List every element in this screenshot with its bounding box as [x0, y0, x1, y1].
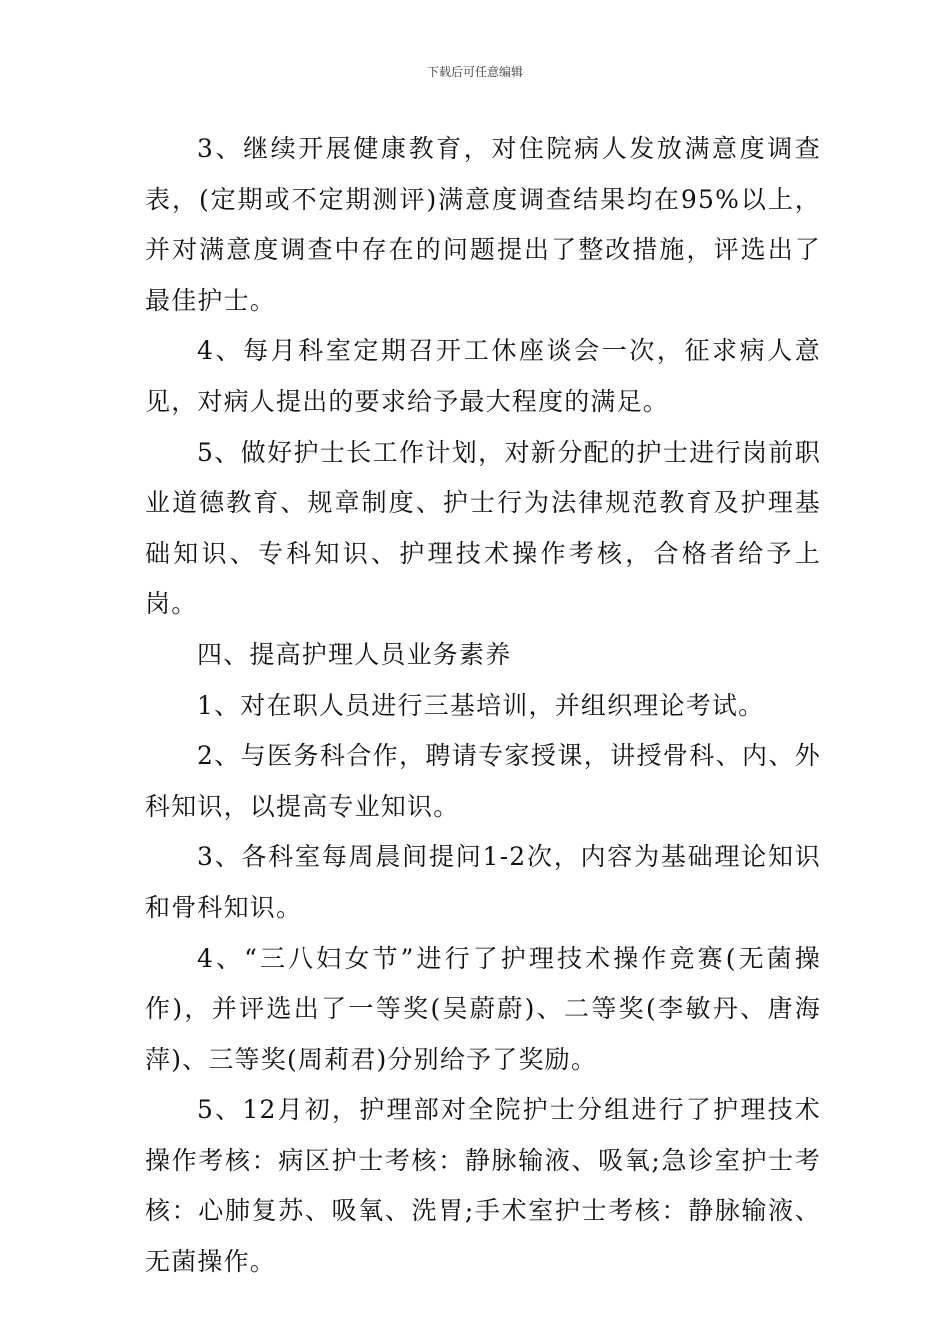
paragraph: 1、对在职人员进行三基培训，并组织理论考试。 — [197, 690, 765, 720]
paragraph: 4、每月科室定期召开工休座谈会一次，征求病人意见，对病人提出的要求给予最大程度的满足。 — [145, 336, 821, 416]
paragraph: 5、12月初，护理部对全院护士分组进行了护理技术操作考核：病区护士考核：静脉输液、吸氧;急诊室护士考核：心肺复苏、吸氧、洗胃;手术室护士考核：静脉输液、无菌操作。 — [145, 1095, 821, 1277]
paragraph: 4、“三八妇女节”进行了护理技术操作竞赛(无菌操作)，并评选出了一等奖(吴蔚蔚)、二等奖(李敏丹、唐海萍)、三等奖(周莉君)分别给予了奖励。 — [145, 943, 821, 1074]
paragraph: 3、继续开展健康教育，对住院病人发放满意度调查表，(定期或不定期测评)满意度调查结果均在95%以上，并对满意度调查中存在的问题提出了整改措施，评选出了最佳护士。 — [145, 134, 821, 315]
paragraph: 3、各科室每周晨间提问1-2次，内容为基础理论知识和骨科知识。 — [145, 842, 821, 922]
section-heading: 四、提高护理人员业务素养 — [197, 639, 512, 669]
document-body — [145, 124, 821, 1288]
paragraph: 5、做好护士长工作计划，对新分配的护士进行岗前职业道德教育、规章制度、护士行为法律规范教育及护理基础知识、专科知识、护理技术操作考核，合格者给予上岗。 — [145, 437, 821, 619]
paragraph: 2、与医务科合作，聘请专家授课，讲授骨科、内、外科知识，以提高专业知识。 — [145, 741, 821, 821]
page-header: 下载后可任意编辑 — [426, 65, 523, 79]
